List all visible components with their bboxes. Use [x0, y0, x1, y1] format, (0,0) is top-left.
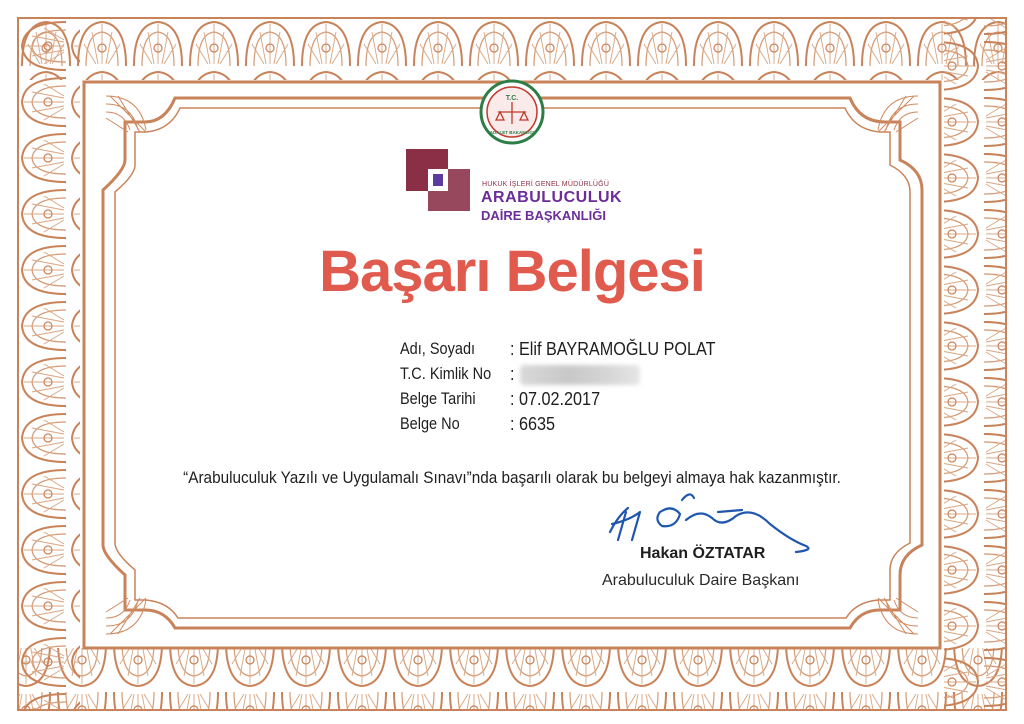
field-value-date: : 07.02.2017 [510, 389, 601, 409]
border-top [18, 18, 1006, 80]
field-value-name: : Elif BAYRAMOĞLU POLAT [510, 339, 716, 359]
border-bottom [18, 648, 1006, 710]
field-label-id: T.C. Kimlik No [400, 365, 492, 383]
signer-title: Arabuluculuk Daire Başkanı [602, 572, 800, 589]
certificate-title: Başarı Belgesi [319, 239, 705, 304]
redacted-id [520, 365, 640, 385]
field-value-id: : [510, 364, 515, 384]
logo-small-line: HUKUK İŞLERİ GENEL MÜDÜRLÜĞÜ [482, 181, 610, 188]
border-left [18, 18, 80, 710]
field-label-number: Belge No [400, 415, 460, 433]
seal-top-text: T.C. [505, 95, 519, 102]
seal-ring-text: ADALET BAKANLIĞI [489, 130, 535, 135]
field-label-name: Adı, Soyadı [400, 340, 476, 358]
signer-name: Hakan ÖZTATAR [640, 545, 766, 562]
ministry-seal [481, 81, 543, 143]
field-label-date: Belge Tarihi [400, 390, 476, 408]
achievement-statement: “Arabuluculuk Yazılı ve Uygulamalı Sınavı”nda başarılı olarak bu belgeyi almaya hak kazanmıştır. [183, 468, 841, 487]
logo-line-1: ARABULUCULUK [481, 189, 623, 206]
field-value-number: : 6635 [510, 414, 556, 434]
border-right [944, 18, 1006, 710]
logo-line-2: DAİRE BAŞKANLIĞI [481, 208, 606, 223]
